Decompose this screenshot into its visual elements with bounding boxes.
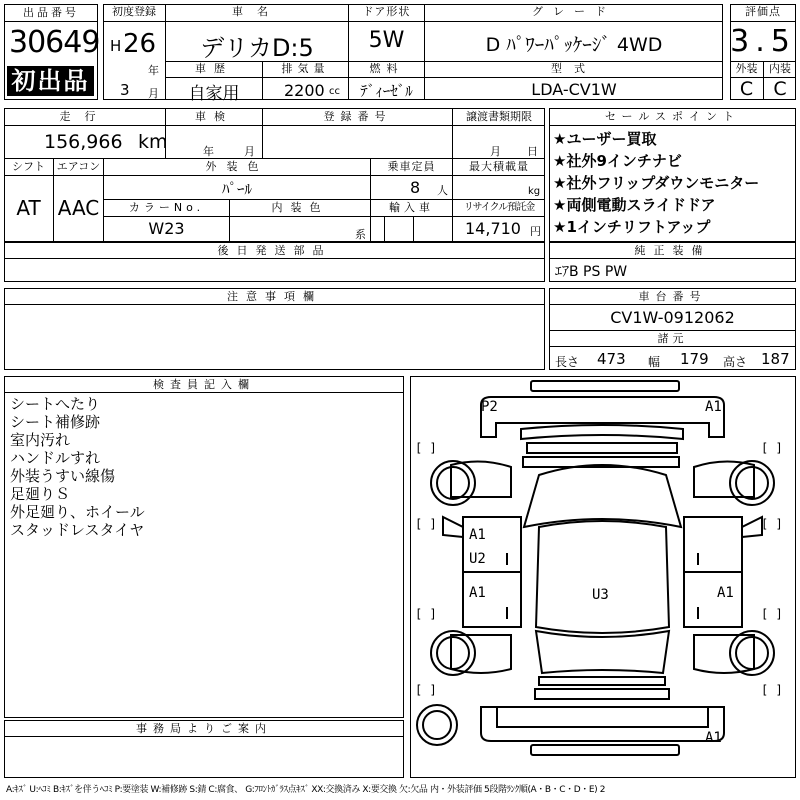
bracket-marker: [ ] (761, 607, 783, 621)
notes-label: 注意事項欄 (227, 290, 322, 303)
height-label: 高さ (723, 355, 748, 369)
ext-grade-label: 外装 (735, 62, 758, 75)
model-label: 型式 (551, 62, 597, 75)
left-front-fender (451, 461, 511, 497)
grade: D ﾊﾟﾜｰﾊﾟｯｹｰｼﾞ 4WD (485, 34, 663, 56)
car-diagram (410, 376, 796, 778)
color-no-label: カラーNo. (128, 201, 205, 214)
lot-number: 30649 (9, 25, 100, 60)
bracket-marker: [ ] (415, 441, 437, 455)
displacement: 2200 (284, 81, 325, 100)
era: H (110, 37, 122, 55)
grade-label: グレード (532, 5, 616, 18)
mark-left-front-door-u: U2 (469, 551, 486, 567)
fuel: ﾃﾞｨｰｾﾞﾙ (360, 82, 413, 100)
sales-point-item: ★ユーザー買取 (553, 130, 657, 148)
rear-window (536, 631, 669, 673)
bracket-marker: [ ] (415, 607, 437, 621)
score-label: 評価点 (745, 5, 781, 18)
door-type: 5W (368, 28, 405, 53)
first-reg-label: 初度登録 (112, 5, 156, 18)
bracket-marker: [ ] (415, 517, 437, 531)
inspector-note: ハンドルすれ (10, 449, 101, 467)
sales-point-item: ★社外フリップダウンモニター (553, 174, 760, 192)
length-value: 473 (597, 350, 626, 368)
inspector-note: シート補修跡 (10, 413, 101, 431)
capacity: 8 (410, 178, 421, 197)
max-load-unit: kg (528, 186, 541, 197)
equipment-value: ｴｱB PS PW (555, 264, 628, 280)
shift-label: シフト (12, 160, 45, 173)
shift: AT (16, 196, 41, 220)
aircon-label: エアコン (56, 160, 101, 173)
car-name-label: 車名 (232, 5, 282, 18)
displacement-unit: cc (329, 86, 340, 97)
sales-point-item: ★1インチリフトアップ (553, 218, 711, 236)
displacement-label: 排気量 (281, 62, 330, 75)
right-mirror (742, 517, 762, 537)
max-load-label: 最大積載量 (469, 160, 529, 173)
sales-point-item: ★両側電動スライドドア (553, 196, 716, 214)
mark-front-right: A1 (705, 399, 722, 415)
ext-grade: C (739, 78, 754, 100)
width-value: 179 (680, 350, 709, 368)
mileage: 156,966 (44, 131, 123, 153)
first-reg-year: 26 (123, 29, 157, 59)
fuel-label: 燃料 (369, 62, 404, 75)
capacity-label: 乗車定員 (387, 160, 436, 173)
chassis-number: CV1W-0912062 (610, 308, 735, 327)
first-reg-month: 3 (120, 81, 130, 99)
sales-points-list (553, 128, 759, 238)
inspector-note: 外足廻り、ホイール (10, 503, 145, 521)
recycle-fee: 14,710 (465, 219, 521, 238)
front-body (481, 397, 724, 437)
transfer-month-unit: 月 (490, 145, 501, 158)
mark-front-left: P2 (481, 399, 498, 415)
score: 3.5 (730, 24, 796, 59)
door-label: ドア形状 (362, 5, 411, 18)
right-front-door (684, 517, 742, 572)
inspector-note: 外装うすい線傷 (10, 467, 116, 485)
office-label: 事務局よりご案内 (136, 722, 272, 735)
int-grade: C (773, 78, 787, 100)
bracket-marker: [ ] (761, 683, 783, 697)
chassis-label: 車台番号 (638, 290, 707, 303)
history: 自家用 (188, 84, 240, 104)
month-unit: 月 (148, 87, 159, 100)
bracket-marker: [ ] (415, 683, 437, 697)
inspector-note: スタッドレスタイヤ (10, 521, 145, 539)
mark-roof: U3 (592, 587, 609, 603)
recycle-label: リサイクル預託金 (463, 202, 535, 213)
front-bumper (531, 381, 679, 391)
lot-label: 出品番号 (5, 5, 97, 22)
sales-points-label: セールスポイント (604, 110, 740, 123)
rear-body (481, 707, 724, 741)
inspector-label: 検査員記入欄 (153, 378, 255, 391)
first-listing-badge: 初出品 (7, 66, 94, 96)
inspector-note: 足廻りＳ (10, 485, 71, 503)
right-front-fender (694, 461, 754, 497)
dims-label: 諸元 (657, 332, 688, 345)
car-name: デリカD:5 (200, 34, 314, 62)
mileage-unit: km (138, 131, 168, 153)
ext-color-label: 外装色 (205, 160, 269, 173)
windshield (524, 465, 681, 527)
car-diagram-svg (411, 377, 794, 776)
reg-no-label: 登録番号 (323, 110, 392, 123)
height-value: 187 (761, 350, 790, 368)
bracket-marker: [ ] (761, 441, 783, 455)
history-label: 車歴 (195, 62, 233, 75)
rear-bumper (531, 745, 679, 755)
inspection-label: 車検 (195, 110, 233, 123)
length-label: 長さ (555, 355, 580, 369)
int-grade-label: 内装 (769, 62, 791, 75)
ext-color: ﾊﾟｰﾙ (221, 180, 252, 198)
mark-left-front-door-a: A1 (469, 527, 486, 543)
import-label: 輸入車 (389, 201, 434, 214)
transfer-deadline-label: 譲渡書類期限 (466, 110, 532, 123)
mark-left-rear-door: A1 (469, 585, 486, 601)
inspector-notes (10, 395, 145, 539)
color-no: W23 (148, 219, 185, 238)
inspection-year-unit: 年 (203, 145, 214, 158)
year-unit: 年 (148, 64, 159, 77)
inspection-month-unit: 月 (244, 145, 255, 158)
mark-right-rear-door: A1 (717, 585, 734, 601)
rear-strip-2 (535, 689, 669, 699)
width-label: 幅 (648, 355, 661, 369)
bracket-marker: [ ] (761, 517, 783, 531)
rear-strip-1 (539, 677, 665, 685)
mileage-label: 走行 (59, 110, 110, 123)
inspector-note: 室内汚れ (10, 431, 71, 449)
transfer-day-unit: 日 (527, 145, 538, 158)
aircon: AAC (57, 196, 100, 220)
hood (521, 425, 683, 439)
later-parts-label: 後日発送部品 (217, 244, 332, 257)
sales-point-item: ★社外9インチナビ (553, 152, 682, 170)
model: LDA-CV1W (531, 80, 617, 99)
inspector-note: シートへたり (10, 395, 101, 413)
int-color-unit: 系 (355, 228, 366, 241)
capacity-unit: 人 (437, 184, 448, 197)
legend: A:ｷｽﾞ U:ﾍｺﾐ B:ｷｽﾞを伴うﾍｺﾐ P:要塗装 W:補修跡 S:錆 C:腐食、 G:ﾌﾛﾝﾄｶﾞﾗｽ点ｷｽﾞ XX:交換済み X:要交換 欠:欠品 内・外装評価 5段階ﾗﾝｸ順(A・B・C・D・E) 2 (6, 785, 606, 795)
recycle-unit: 円 (530, 225, 541, 238)
left-mirror (443, 517, 463, 537)
int-color-label: 内装色 (271, 201, 329, 214)
mark-rear: A1 (705, 730, 722, 746)
roof (536, 521, 669, 633)
equipment-label: 純正装備 (634, 244, 711, 257)
lot-box (4, 4, 98, 100)
